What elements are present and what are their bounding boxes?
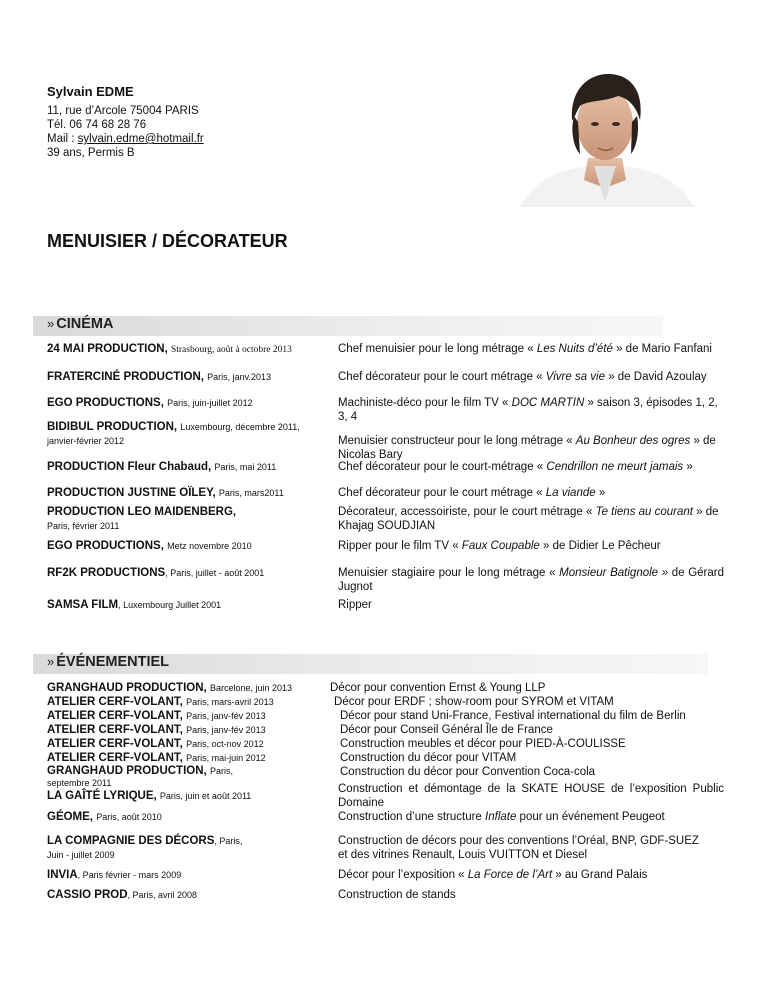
details: Paris, février 2011 <box>47 521 120 531</box>
details: , Paris, juillet - août 2001 <box>165 568 265 578</box>
cinema-role-6: Chef décorateur pour le court métrage « La viande » <box>338 487 606 499</box>
event-entry-2: ATELIER CERF-VOLANT, Paris, mars-avril 2013 <box>47 696 274 708</box>
email-link[interactable]: sylvain.edme@hotmail.fr <box>77 133 204 145</box>
company: PRODUCTION LEO MAIDENBERG, <box>47 506 237 518</box>
details: Metz novembre 2010 <box>167 541 252 551</box>
portrait-photo <box>500 62 710 207</box>
event-role-12: Construction de stands <box>338 889 456 901</box>
event-entry-5: ATELIER CERF-VOLANT, Paris, oct-nov 2012 <box>47 738 264 750</box>
event-role-3: Décor pour stand Uni-France, Festival international du film de Berlin <box>340 710 686 722</box>
section-marker: » <box>47 316 55 331</box>
cinema-role-7: Décorateur, accessoiriste, pour le court métrage « Te tiens au courant » de Khajag SOUDJIAN <box>338 506 719 532</box>
event-entry-1: GRANGHAUD PRODUCTION, Barcelone, juin 2013 <box>47 682 292 694</box>
event-entry-11: INVIA, Paris février - mars 2009 <box>47 869 182 881</box>
company: PRODUCTION Fleur Chabaud, <box>47 461 212 473</box>
cinema-role-5: Chef décorateur pour le court-métrage « Cendrillon ne meurt jamais » <box>338 461 693 473</box>
job-title: MENUISIER / DÉCORATEUR <box>47 231 288 251</box>
company: BIDIBUL PRODUCTION, <box>47 421 178 433</box>
section-title-cinema <box>47 316 113 332</box>
event-entry-4: ATELIER CERF-VOLANT, Paris, janv-fév 2013 <box>47 724 266 736</box>
event-role-11: Décor pour l’exposition « La Force de l’Art » au Grand Palais <box>338 869 648 881</box>
cinema-role-10: Ripper <box>338 599 372 611</box>
company: EGO PRODUCTIONS, <box>47 540 164 552</box>
company: RF2K PRODUCTIONS <box>47 567 166 579</box>
candidate-name: Sylvain EDME <box>47 84 134 99</box>
mail-line <box>47 132 204 146</box>
contact-block <box>47 104 204 160</box>
details: Luxembourg, décembre 2011, <box>180 422 300 432</box>
event-role-1: Décor pour convention Ernst & Young LLP <box>330 682 546 694</box>
event-role-9: Construction d’une structure Inflate pour un événement Peugeot <box>338 811 665 823</box>
details: Paris, mars2011 <box>218 488 284 498</box>
event-roles-block <box>330 681 725 779</box>
company: FRATERCINÉ PRODUCTION, <box>47 371 204 383</box>
cinema-entry-3 <box>47 396 327 410</box>
company: SAMSA FILM <box>47 599 119 611</box>
age-license: 39 ans, Permis B <box>47 147 135 159</box>
cinema-entry-8 <box>47 539 327 553</box>
event-role-5: Construction meubles et décor pour PIED-À-COULISSE <box>340 738 626 750</box>
phone: Tél. 06 74 68 28 76 <box>47 119 147 131</box>
section-label-cinema: CINÉMA <box>56 316 114 332</box>
details: Paris, janv.2013 <box>207 372 272 382</box>
cinema-entry-2 <box>47 370 327 384</box>
cinema-entry-4 <box>47 420 327 448</box>
cinema-entry-7 <box>47 505 327 533</box>
cinema-entry-1 <box>47 342 327 357</box>
details: Paris, juin-juillet 2012 <box>167 398 253 408</box>
event-entry-8: LA GAÎTÉ LYRIQUE, Paris, juin et août 2011 <box>47 790 252 802</box>
event-entry-6: ATELIER CERF-VOLANT, Paris, mai-juin 2012 <box>47 752 266 764</box>
cinema-role-4: Menuisier constructeur pour le long métrage « Au Bonheur des ogres » de Nicolas Bary <box>338 435 716 461</box>
cinema-entry-10 <box>47 598 327 612</box>
details: Paris, mai 2011 <box>214 462 277 472</box>
cinema-entry-6 <box>47 486 327 500</box>
section-marker: » <box>47 654 55 669</box>
company: EGO PRODUCTIONS, <box>47 397 164 409</box>
cinema-entry-5 <box>47 460 327 474</box>
company: 24 MAI PRODUCTION, <box>47 343 168 355</box>
event-entry-9: GÉOME, Paris, août 2010 <box>47 811 162 823</box>
section-title-events <box>47 654 169 670</box>
cinema-role-3: Machiniste-déco pour le film TV « DOC MARTIN » saison 3, épisodes 1, 2, 3, 4 <box>338 397 718 423</box>
details: , Luxembourg Juillet 2001 <box>118 600 222 610</box>
event-entry-10: LA COMPAGNIE DES DÉCORS, Paris, Juin - juillet 2009 <box>47 835 243 860</box>
event-role-7: Construction du décor pour Convention Coca-cola <box>340 766 596 778</box>
details: Strasbourg, août à octobre 2013 <box>170 345 292 355</box>
cinema-role-9: Menuisier stagiaire pour le long métrage « Monsieur Batignole » de Gérard Jugnot <box>338 567 724 593</box>
event-role-10: Construction de décors pour des conventions l’Oréal, BNP, GDF-SUEZ et des vitrines Renault, Louis VUITTON et Diesel <box>338 835 699 861</box>
event-entry-3: ATELIER CERF-VOLANT, Paris, janv-fév 2013 <box>47 710 266 722</box>
cinema-role-8: Ripper pour le film TV « Faux Coupable » de Didier Le Pêcheur <box>338 540 661 552</box>
event-role-4: Décor pour Conseil Général Île de France <box>340 724 553 736</box>
section-bar-cinema <box>33 316 663 336</box>
cinema-entry-9 <box>47 566 327 580</box>
event-entries-block <box>47 681 337 803</box>
event-entry-12: CASSIO PROD, Paris, avril 2008 <box>47 889 198 901</box>
address: 11, rue d’Arcole 75004 PARIS <box>47 105 199 117</box>
cinema-role-1: Chef menuisier pour le long métrage « Les Nuits d’été » de Mario Fanfani <box>338 343 712 355</box>
event-role-2: Décor pour ERDF ; show-room pour SYROM et VITAM <box>334 696 614 708</box>
company: PRODUCTION JUSTINE OÏLEY, <box>47 487 216 499</box>
cinema-role-2: Chef décorateur pour le court métrage « Vivre sa vie » de David Azoulay <box>338 371 707 383</box>
mail-label: Mail : <box>47 133 78 145</box>
section-label-events: ÉVÉNEMENTIEL <box>56 654 170 670</box>
event-role-6: Construction du décor pour VITAM <box>340 752 517 764</box>
event-entry-7: GRANGHAUD PRODUCTION, Paris, septembre 2011 <box>47 765 233 788</box>
details-line2: janvier-février 2012 <box>47 436 125 446</box>
event-role-8: Construction et démontage de la SKATE HOUSE de l’exposition Public Domaine <box>338 783 724 809</box>
